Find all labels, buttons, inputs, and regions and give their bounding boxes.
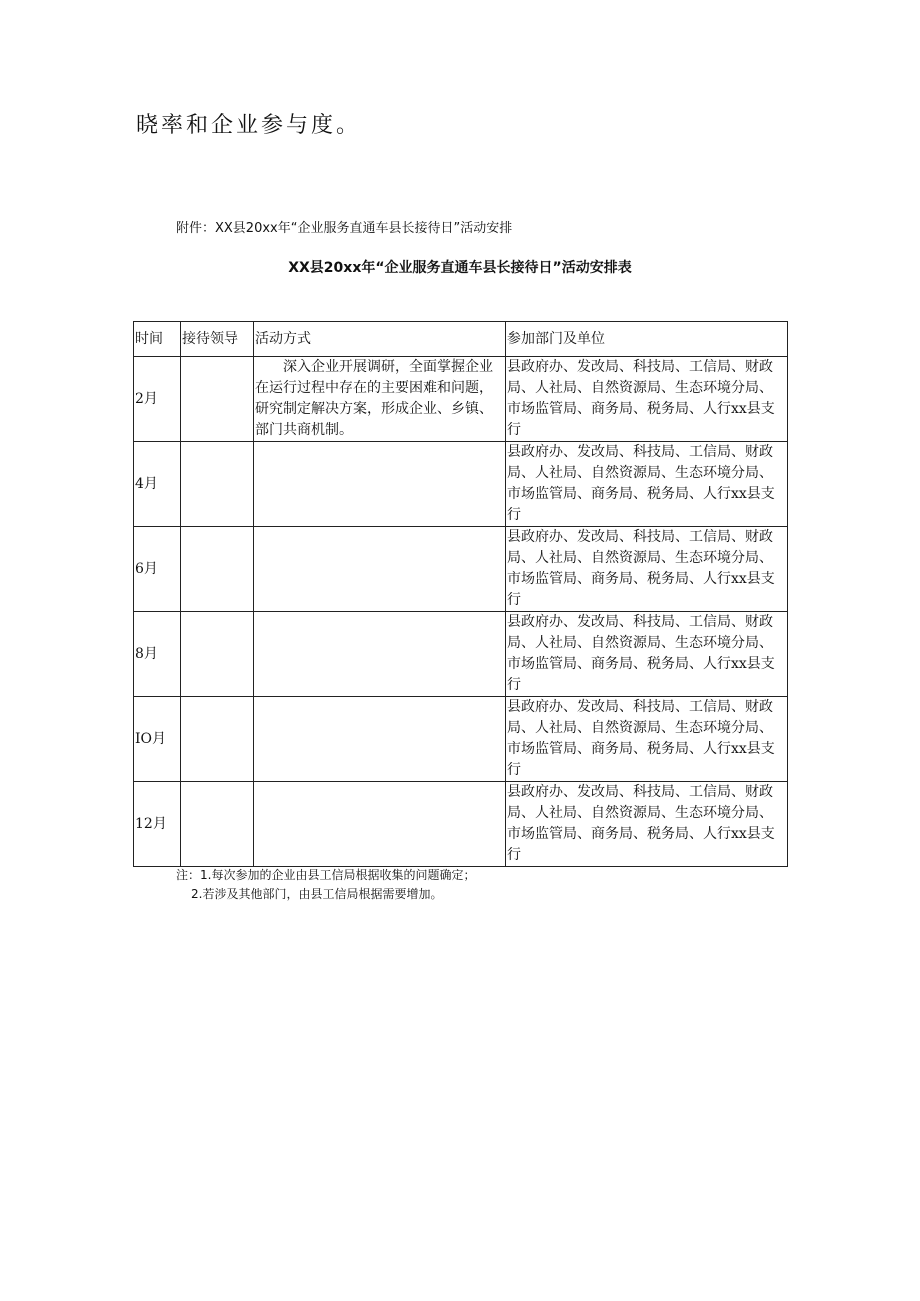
table-row	[134, 697, 788, 782]
attachment-note: 附件：XX县20xx年“企业服务直通车县长接待日”活动安排	[176, 221, 513, 236]
table-row	[134, 612, 788, 697]
schedule-table	[133, 321, 788, 867]
note-1: 注：1.每次参加的企业由县工信局根据收集的问题确定；	[176, 868, 476, 882]
row-leader	[181, 782, 254, 867]
row-departments: 县政府办、发改局、科技局、工信局、财政局、人社局、自然资源局、生态环境分局、市场监管局、商务局、税务局、人行xx县支行	[506, 357, 788, 442]
row-departments: 县政府办、发改局、科技局、工信局、财政局、人社局、自然资源局、生态环境分局、市场监管局、商务局、税务局、人行xx县支行	[506, 527, 788, 612]
table-title: XX县20xx年“企业服务直通车县长接待日”活动安排表	[288, 260, 632, 276]
row-departments: 县政府办、发改局、科技局、工信局、财政局、人社局、自然资源局、生态环境分局、市场监管局、商务局、税务局、人行xx县支行	[506, 442, 788, 527]
row-leader	[181, 357, 254, 442]
row-departments: 县政府办、发改局、科技局、工信局、财政局、人社局、自然资源局、生态环境分局、市场监管局、商务局、税务局、人行xx县支行	[506, 782, 788, 867]
table-row	[134, 357, 788, 442]
note-2: 2.若涉及其他部门，由县工信局根据需要增加。	[191, 887, 443, 901]
row-time: 4月	[134, 442, 181, 527]
row-time: 2月	[134, 357, 181, 442]
table-row	[134, 442, 788, 527]
row-method	[254, 442, 506, 527]
header-leader: 接待领导	[181, 322, 254, 357]
row-method	[254, 612, 506, 697]
header-time: 时间	[134, 322, 181, 357]
table-row	[134, 782, 788, 867]
header-departments: 参加部门及单位	[506, 322, 788, 357]
header-method: 活动方式	[254, 322, 506, 357]
row-method	[254, 357, 506, 442]
row-time: 8月	[134, 612, 181, 697]
row-method	[254, 782, 506, 867]
row-time: 6月	[134, 527, 181, 612]
row-departments: 县政府办、发改局、科技局、工信局、财政局、人社局、自然资源局、生态环境分局、市场监管局、商务局、税务局、人行xx县支行	[506, 697, 788, 782]
row-method	[254, 527, 506, 612]
row-time: 12月	[134, 782, 181, 867]
row-time: IO月	[134, 697, 181, 782]
row-method-text: 深入企业开展调研，全面掌握企业在运行过程中存在的主要困难和问题，研究制定解决方案，形成企业、乡镇、部门共商机制。	[255, 359, 493, 438]
row-departments: 县政府办、发改局、科技局、工信局、财政局、人社局、自然资源局、生态环境分局、市场监管局、商务局、税务局、人行xx县支行	[506, 612, 788, 697]
row-leader	[181, 697, 254, 782]
table-row	[134, 527, 788, 612]
table-header-row	[134, 322, 788, 357]
row-method	[254, 697, 506, 782]
intro-text: 晓率和企业参与度。	[136, 113, 362, 138]
row-leader	[181, 527, 254, 612]
table-notes	[176, 866, 475, 904]
row-leader	[181, 442, 254, 527]
row-leader	[181, 612, 254, 697]
